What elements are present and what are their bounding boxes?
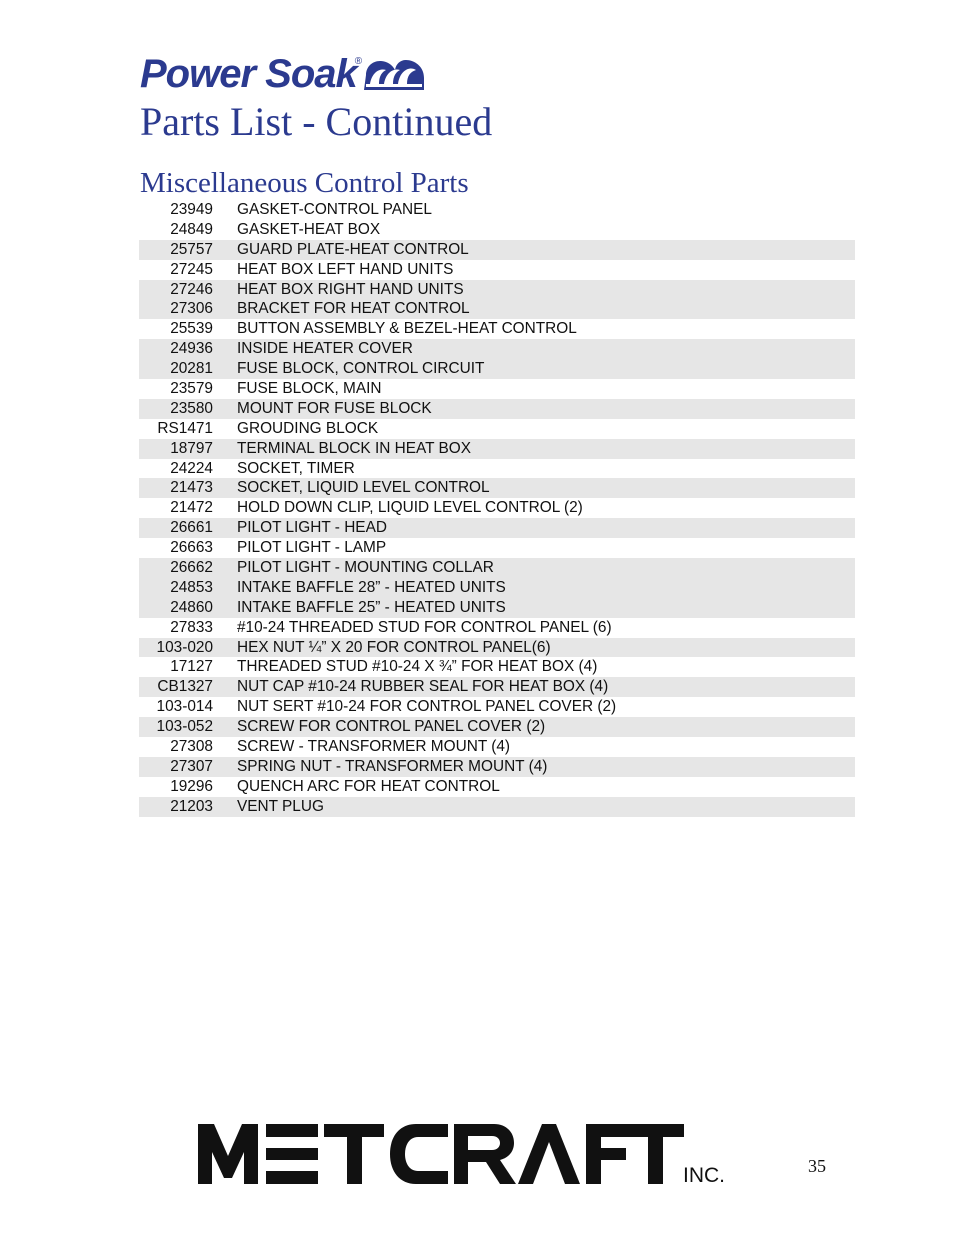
power-soak-logo xyxy=(140,54,426,94)
part-number: 26662 xyxy=(170,558,213,576)
part-description: INSIDE HEATER COVER xyxy=(237,340,413,358)
part-number: 17127 xyxy=(170,658,213,676)
part-number: 23579 xyxy=(170,379,213,397)
part-number: 103-052 xyxy=(156,718,213,736)
part-description: PILOT LIGHT - LAMP xyxy=(237,539,387,557)
part-description: INTAKE BAFFLE 28” - HEATED UNITS xyxy=(237,578,506,596)
part-row xyxy=(139,260,855,280)
part-number: 26661 xyxy=(170,519,213,537)
part-row xyxy=(139,558,855,578)
part-description: HOLD DOWN CLIP, LIQUID LEVEL CONTROL (2) xyxy=(237,499,583,517)
part-description: GUARD PLATE-HEAT CONTROL xyxy=(237,240,469,258)
part-description: MOUNT FOR FUSE BLOCK xyxy=(237,399,432,417)
part-row xyxy=(139,439,855,459)
part-number: 27307 xyxy=(170,757,213,775)
part-row xyxy=(139,598,855,618)
part-number: 23949 xyxy=(170,200,213,218)
part-row xyxy=(139,280,855,300)
registered-mark: ® xyxy=(354,56,363,67)
part-row xyxy=(139,299,855,319)
page-title: Parts List - Continued xyxy=(140,99,493,144)
part-description: TERMINAL BLOCK IN HEAT BOX xyxy=(237,439,472,457)
part-row xyxy=(139,518,855,538)
part-row xyxy=(139,200,855,220)
part-description: GASKET-CONTROL PANEL xyxy=(237,200,432,218)
part-number: 26663 xyxy=(170,539,213,557)
part-row xyxy=(139,618,855,638)
metcraft-logo xyxy=(196,1120,686,1186)
wave-logo-icon xyxy=(362,58,426,92)
part-description: GASKET-HEAT BOX xyxy=(237,220,381,238)
part-row xyxy=(139,797,855,817)
part-row xyxy=(139,419,855,439)
part-number: 19296 xyxy=(170,777,213,795)
part-row xyxy=(139,757,855,777)
part-row xyxy=(139,379,855,399)
part-description: SPRING NUT - TRANSFORMER MOUNT (4) xyxy=(237,757,548,775)
part-number: RS1471 xyxy=(157,419,213,437)
part-row xyxy=(139,478,855,498)
part-row xyxy=(139,638,855,658)
part-number: 103-020 xyxy=(156,638,213,656)
part-number: CB1327 xyxy=(157,678,213,696)
part-description: SOCKET, LIQUID LEVEL CONTROL xyxy=(237,479,490,497)
part-number: 103-014 xyxy=(156,698,213,716)
part-number: 21473 xyxy=(170,479,213,497)
part-description: FUSE BLOCK, MAIN xyxy=(237,379,382,397)
part-description: HEAT BOX LEFT HAND UNITS xyxy=(237,260,454,278)
metcraft-inc-text: INC. xyxy=(683,1164,725,1187)
part-description: BRACKET FOR HEAT CONTROL xyxy=(237,300,470,318)
part-description: NUT SERT #10-24 FOR CONTROL PANEL COVER (2) xyxy=(237,698,617,716)
part-description: NUT CAP #10-24 RUBBER SEAL FOR HEAT BOX (4) xyxy=(237,678,609,696)
part-number: 27306 xyxy=(170,300,213,318)
part-row xyxy=(139,737,855,757)
part-row xyxy=(139,578,855,598)
part-description: SOCKET, TIMER xyxy=(237,459,355,477)
part-number: 23580 xyxy=(170,399,213,417)
part-number: 21203 xyxy=(170,797,213,815)
part-description: #10-24 THREADED STUD FOR CONTROL PANEL (6) xyxy=(237,618,612,636)
part-description: PILOT LIGHT - HEAD xyxy=(237,519,387,537)
part-number: 27833 xyxy=(170,618,213,636)
part-number: 18797 xyxy=(170,439,213,457)
part-row xyxy=(139,697,855,717)
page-number: 35 xyxy=(808,1156,826,1176)
logo-wordmark: Power Soak xyxy=(140,52,357,96)
part-number: 24860 xyxy=(170,598,213,616)
part-number: 24849 xyxy=(170,220,213,238)
part-row xyxy=(139,359,855,379)
part-description: GROUDING BLOCK xyxy=(237,419,379,437)
part-number: 24853 xyxy=(170,578,213,596)
part-number: 25539 xyxy=(170,320,213,338)
part-row xyxy=(139,399,855,419)
part-description: PILOT LIGHT - MOUNTING COLLAR xyxy=(237,558,494,576)
part-row xyxy=(139,538,855,558)
part-number: 24936 xyxy=(170,340,213,358)
part-description: HEAT BOX RIGHT HAND UNITS xyxy=(237,280,464,298)
part-number: 20281 xyxy=(170,360,213,378)
part-row xyxy=(139,339,855,359)
part-row xyxy=(139,677,855,697)
part-row xyxy=(139,498,855,518)
part-description: QUENCH ARC FOR HEAT CONTROL xyxy=(237,777,500,795)
part-description: VENT PLUG xyxy=(237,797,324,815)
part-description: THREADED STUD #10-24 X ¾” FOR HEAT BOX (4) xyxy=(237,658,598,676)
part-number: 21472 xyxy=(170,499,213,517)
part-number: 24224 xyxy=(170,459,213,477)
part-number: 25757 xyxy=(170,240,213,258)
part-description: SCREW FOR CONTROL PANEL COVER (2) xyxy=(237,718,546,736)
part-number: 27246 xyxy=(170,280,213,298)
part-row xyxy=(139,657,855,677)
part-row xyxy=(139,240,855,260)
parts-list xyxy=(139,200,855,817)
part-row xyxy=(139,777,855,797)
part-number: 27245 xyxy=(170,260,213,278)
part-description: SCREW - TRANSFORMER MOUNT (4) xyxy=(237,737,511,755)
part-description: HEX NUT ¼” X 20 FOR CONTROL PANEL(6) xyxy=(237,638,551,656)
part-row xyxy=(139,319,855,339)
part-row xyxy=(139,717,855,737)
part-number: 27308 xyxy=(170,737,213,755)
part-description: BUTTON ASSEMBLY & BEZEL-HEAT CONTROL xyxy=(237,320,577,338)
part-row xyxy=(139,220,855,240)
part-description: FUSE BLOCK, CONTROL CIRCUIT xyxy=(237,360,485,378)
part-description: INTAKE BAFFLE 25” - HEATED UNITS xyxy=(237,598,506,616)
section-title: Miscellaneous Control Parts xyxy=(140,167,469,199)
part-row xyxy=(139,459,855,479)
